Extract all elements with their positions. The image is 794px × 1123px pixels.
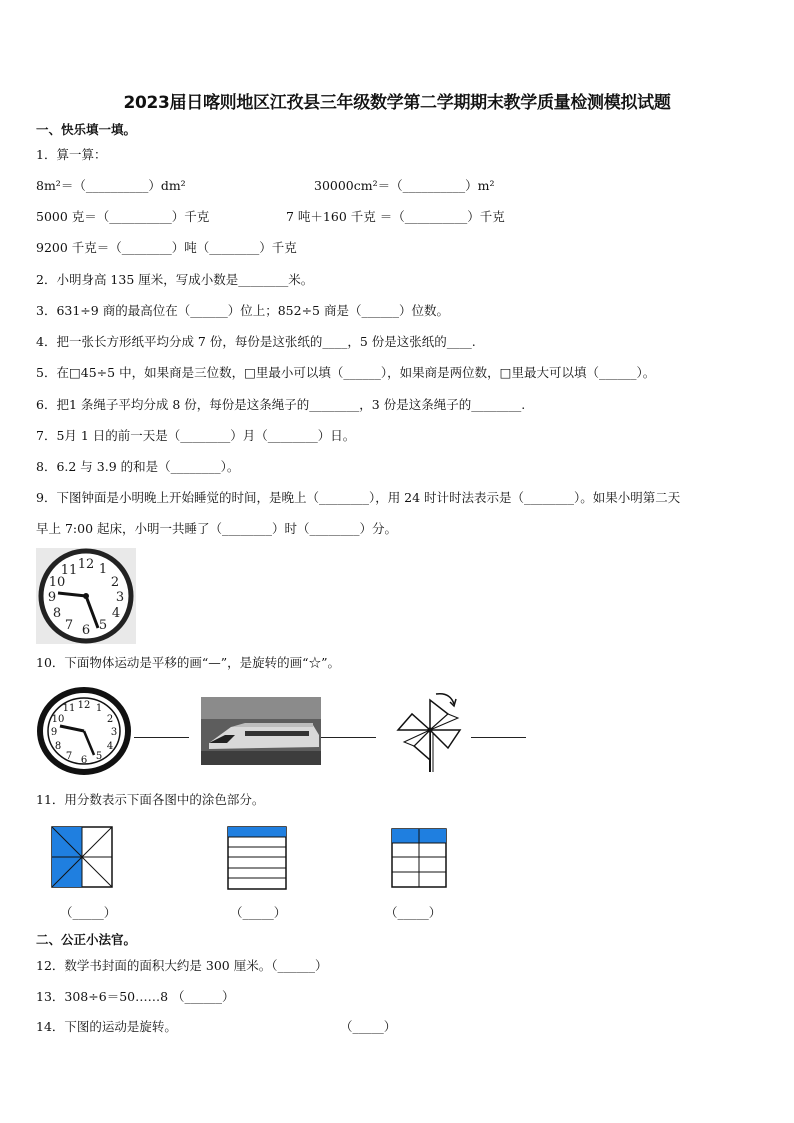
question-11: 11．用分数表示下面各图中的涂色部分。 <box>36 792 265 807</box>
clock-number-4: 4 <box>111 606 121 621</box>
clock-number-8: 8 <box>54 741 62 752</box>
clock-number-11: 11 <box>62 703 76 714</box>
train-image <box>201 697 321 765</box>
pinwheel-icon <box>392 686 468 774</box>
answer-line <box>321 737 376 738</box>
clock-icon <box>36 548 136 644</box>
clock-number-10: 10 <box>48 575 66 590</box>
question-8: 8．6.2 与 3.9 的和是（________）。 <box>36 459 240 474</box>
clock-icon <box>36 687 132 775</box>
question-2: 2．小明身高 135 厘米，写成小数是________米。 <box>36 272 314 287</box>
clock-number-5: 5 <box>95 751 103 762</box>
question-3: 3．631÷9 商的最高位在（______）位上；852÷5 商是（______）位数。 <box>36 303 449 318</box>
rectangle-fraction-figure <box>227 826 287 890</box>
clock-number-11: 11 <box>60 563 78 578</box>
grid-fraction-figure <box>391 828 447 888</box>
question-6: 6．把1 条绳子平均分成 8 份，每份是这条绳子的________，3 份是这条绳子的________. <box>36 397 526 412</box>
answer-blank: （_____） <box>60 905 117 920</box>
clock-number-6: 6 <box>81 623 91 638</box>
clock-number-1: 1 <box>98 562 108 577</box>
clock-number-1: 1 <box>95 703 103 714</box>
clock-number-4: 4 <box>106 741 114 752</box>
answer-line <box>134 737 189 738</box>
clock-number-10: 10 <box>51 714 65 725</box>
answer-line <box>471 737 526 738</box>
section-heading-1: 一、快乐填一填。 <box>36 122 137 137</box>
question-1-heading: 1．算一算： <box>36 147 107 162</box>
question-14: 14．下图的运动是旋转。 <box>36 1019 177 1034</box>
answer-blank: （_____） <box>230 905 287 920</box>
clock-number-12: 12 <box>77 700 91 711</box>
section-heading-2: 二、公正小法官。 <box>36 932 137 947</box>
clock-number-9: 9 <box>50 727 58 738</box>
question-1c: 5000 克＝（__________）千克 <box>36 209 210 224</box>
question-1d: 7 吨＋160 千克 ＝（__________）千克 <box>286 209 505 224</box>
clock-number-3: 3 <box>115 590 125 605</box>
question-13: 13．308÷6＝50……8 （______） <box>36 989 235 1004</box>
question-9-line-2: 早上 7:00 起床，小明一共睡了（________）时（________）分。 <box>36 521 398 536</box>
clock-number-7: 7 <box>65 751 73 762</box>
clock-number-2: 2 <box>110 575 120 590</box>
question-1e: 9200 千克＝（________）吨（________）千克 <box>36 240 297 255</box>
clock-number-12: 12 <box>77 557 95 572</box>
answer-blank: （_____） <box>385 905 442 920</box>
question-12: 12．数学书封面的面积大约是 300 厘米。（______） <box>36 958 328 973</box>
page-title: 2023届日喀则地区江孜县三年级数学第二学期期末教学质量检测模拟试题 <box>123 93 671 113</box>
question-4: 4．把一张长方形纸平均分成 7 份，每份是这张纸的____，5 份是这张纸的____. <box>36 334 476 349</box>
question-1a: 8m²＝（__________）dm² <box>36 178 186 193</box>
answer-blank: （_____） <box>340 1019 397 1034</box>
clock-number-7: 7 <box>64 618 74 633</box>
clock-number-5: 5 <box>98 618 108 633</box>
question-7: 7．5月 1 日的前一天是（________）月（________）日。 <box>36 428 356 443</box>
question-1b: 30000cm²＝（__________）m² <box>314 178 495 193</box>
clock-number-2: 2 <box>106 714 114 725</box>
clock-number-8: 8 <box>52 606 62 621</box>
clock-number-9: 9 <box>47 590 57 605</box>
clock-number-3: 3 <box>110 727 118 738</box>
square-fraction-figure <box>51 826 113 888</box>
question-10: 10．下面物体运动是平移的画“—”，是旋转的画“☆”。 <box>36 655 340 670</box>
question-9-line-1: 9．下图钟面是小明晚上开始睡觉的时间，是晚上（________），用 24 时计时法表示是（________）。如果小明第二天 <box>36 490 681 505</box>
question-5: 5．在□45÷5 中，如果商是三位数，□里最小可以填（______），如果商是两位数，□里最大可以填（______）。 <box>36 365 656 380</box>
clock-number-6: 6 <box>80 755 88 766</box>
